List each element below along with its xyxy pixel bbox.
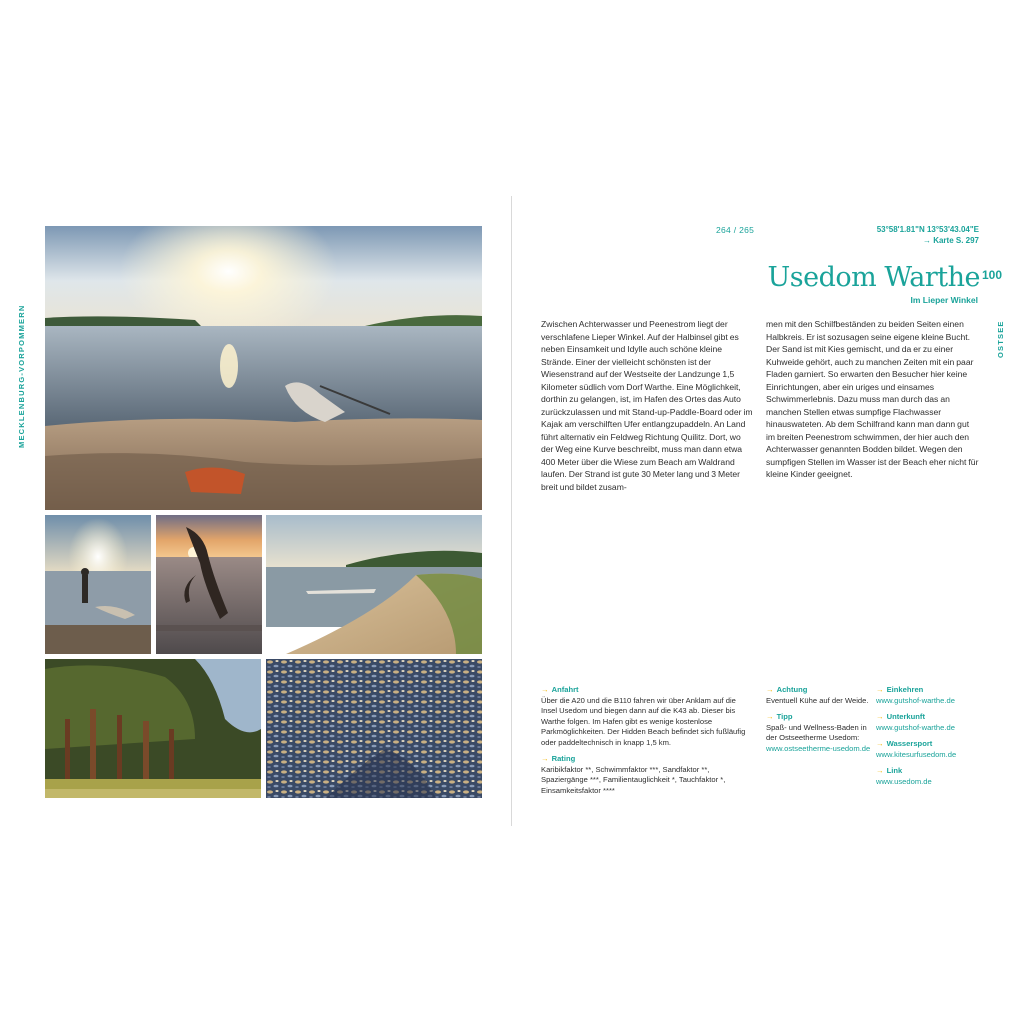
map-reference — [877, 235, 979, 246]
info-label: Wassersport — [886, 739, 933, 748]
info-achtung — [766, 685, 872, 706]
coordinates-block — [877, 224, 979, 246]
arrow-right-icon: → — [766, 712, 774, 721]
unterkunft-link[interactable]: www.gutshof-warthe.de — [876, 722, 955, 732]
website-link[interactable]: www.usedom.de — [876, 776, 932, 786]
info-text: Karibikfaktor **, Schwimmfaktor ***, Sandfaktor **, Spaziergänge ***, Familientauglichkeit *, Tauchfaktor *, Einsamkeitsfaktor **** — [541, 764, 726, 795]
sea-side-label: OSTSEE — [996, 320, 1005, 358]
beach-number: 100 — [981, 268, 1002, 282]
arrow-right-icon: → — [876, 685, 884, 694]
arrow-right-icon: → — [876, 739, 884, 748]
region-side-label: MECKLENBURG-VORPOMMERN — [17, 304, 26, 448]
photo-person-wading — [45, 515, 151, 654]
info-label: Link — [886, 766, 903, 775]
info-column-3 — [876, 685, 986, 793]
arrow-right-icon: → — [541, 685, 549, 694]
wassersport-link[interactable]: www.kitesurfusedom.de — [876, 749, 957, 759]
info-einkehren — [876, 685, 986, 706]
info-label: Rating — [551, 754, 576, 763]
title-block — [768, 262, 1002, 293]
arrow-right-icon: → — [876, 766, 884, 775]
info-column-1 — [541, 685, 746, 802]
page-gutter — [511, 196, 512, 826]
info-label: Unterkunft — [886, 712, 925, 721]
info-column-2 — [766, 685, 872, 760]
photo-sandy-shore — [266, 515, 482, 654]
info-link — [876, 766, 986, 787]
info-text: Spaß- und Wellness-Baden in der Ostseetherme Usedom: — [766, 722, 867, 742]
info-text: Über die A20 und die B110 fahren wir über Anklam auf die Insel Usedom und biegen dann auf die K43 ab. Dieser bis Warthe folgen. Im Hafen gibt es wenige kostenlose Parkmöglichkeiten. Der Hidden Beach befindet sich fußläufig oder paddeltechnisch in knapp 1,5 km. — [541, 695, 746, 747]
photo-driftwood-sunset — [156, 515, 262, 654]
info-anfahrt — [541, 685, 746, 748]
einkehren-link[interactable]: www.gutshof-warthe.de — [876, 695, 955, 705]
info-rating — [541, 754, 746, 796]
body-text-column-2: men mit den Schilfbeständen zu beiden Seiten einen Halbkreis. Er ist sozusagen seine eigene kleine Bucht. Der Sand ist mit Kies gemischt, und da er zu einer Kuhweide gehört, auch zu manchen Zeiten mit ein paar Fladen garniert. So erwarten den Besucher hier keine Einrichtungen, aber ein uriges und einsames Schwimmerlebnis. Dazu muss man durch das an manchen Stellen etwas sumpfige Flachwasser hinauswateten. Ab dem Schilfrand kann man dann gut im breiten Peenestrom schwimmen, der hier auch den Achterwasser genannten Bodden bildet. Wegen den sumpfigen Stellen im Wasser ist der Beach eher nicht für kleine Kinder geeignet. — [766, 319, 979, 479]
info-label: Anfahrt — [551, 685, 579, 694]
info-text: Eventuell Kühe auf der Weide. — [766, 695, 869, 705]
info-wassersport — [876, 739, 986, 760]
arrow-right-icon: → — [541, 754, 549, 763]
photo-pebbles-shells — [266, 659, 482, 798]
map-reference-text: Karte S. 297 — [933, 236, 979, 245]
page-title: Usedom Warthe — [767, 262, 980, 293]
info-tipp — [766, 712, 872, 754]
photo-pine-forest — [45, 659, 261, 798]
info-label: Achtung — [776, 685, 808, 694]
tipp-link[interactable]: www.ostseetherme-usedom.de — [766, 743, 871, 753]
info-label: Tipp — [776, 712, 793, 721]
info-label: Einkehren — [886, 685, 924, 694]
gps-coordinates: 53°58'1.81"N 13°53'43.04"E — [876, 225, 979, 234]
photo-sunset-kayak-beach — [45, 226, 482, 510]
body-text-column-1: Zwischen Achterwasser und Peenestrom liegt der verschlafene Lieper Winkel. Auf der Halbinsel gibt es neben Einsamkeit und Idylle auch schöne kleine Strände. Einer der vielleicht schönsten ist der Wiesenstrand auf der Westseite der Landzunge 1,5 Kilometer südlich vom Dorf Warthe. Eine Möglichkeit, dorthin zu gelangen, ist, im Hafen des Ortes das Auto zurückzulassen und mit Stand-up-Paddle-Board oder im Kajak am verschilften Ufer entlangzupaddeln. An Land führt alternativ ein Feldweg Richtung Quilitz. Dort, wo der Weg eine Kurve beschreibt, muss man dann etwa 400 Meter über die Wiese zum Beach am Waldrand laufen. Der Strand ist gute 30 Meter lang und 3 Meter breit und bildet zusam- — [541, 319, 753, 492]
info-unterkunft — [876, 712, 986, 733]
arrow-right-icon: → — [922, 236, 931, 245]
page-subtitle: Im Lieper Winkel — [910, 295, 978, 305]
arrow-right-icon: → — [876, 712, 884, 721]
page-numbers: 264 / 265 — [716, 225, 755, 235]
arrow-right-icon: → — [766, 685, 774, 694]
